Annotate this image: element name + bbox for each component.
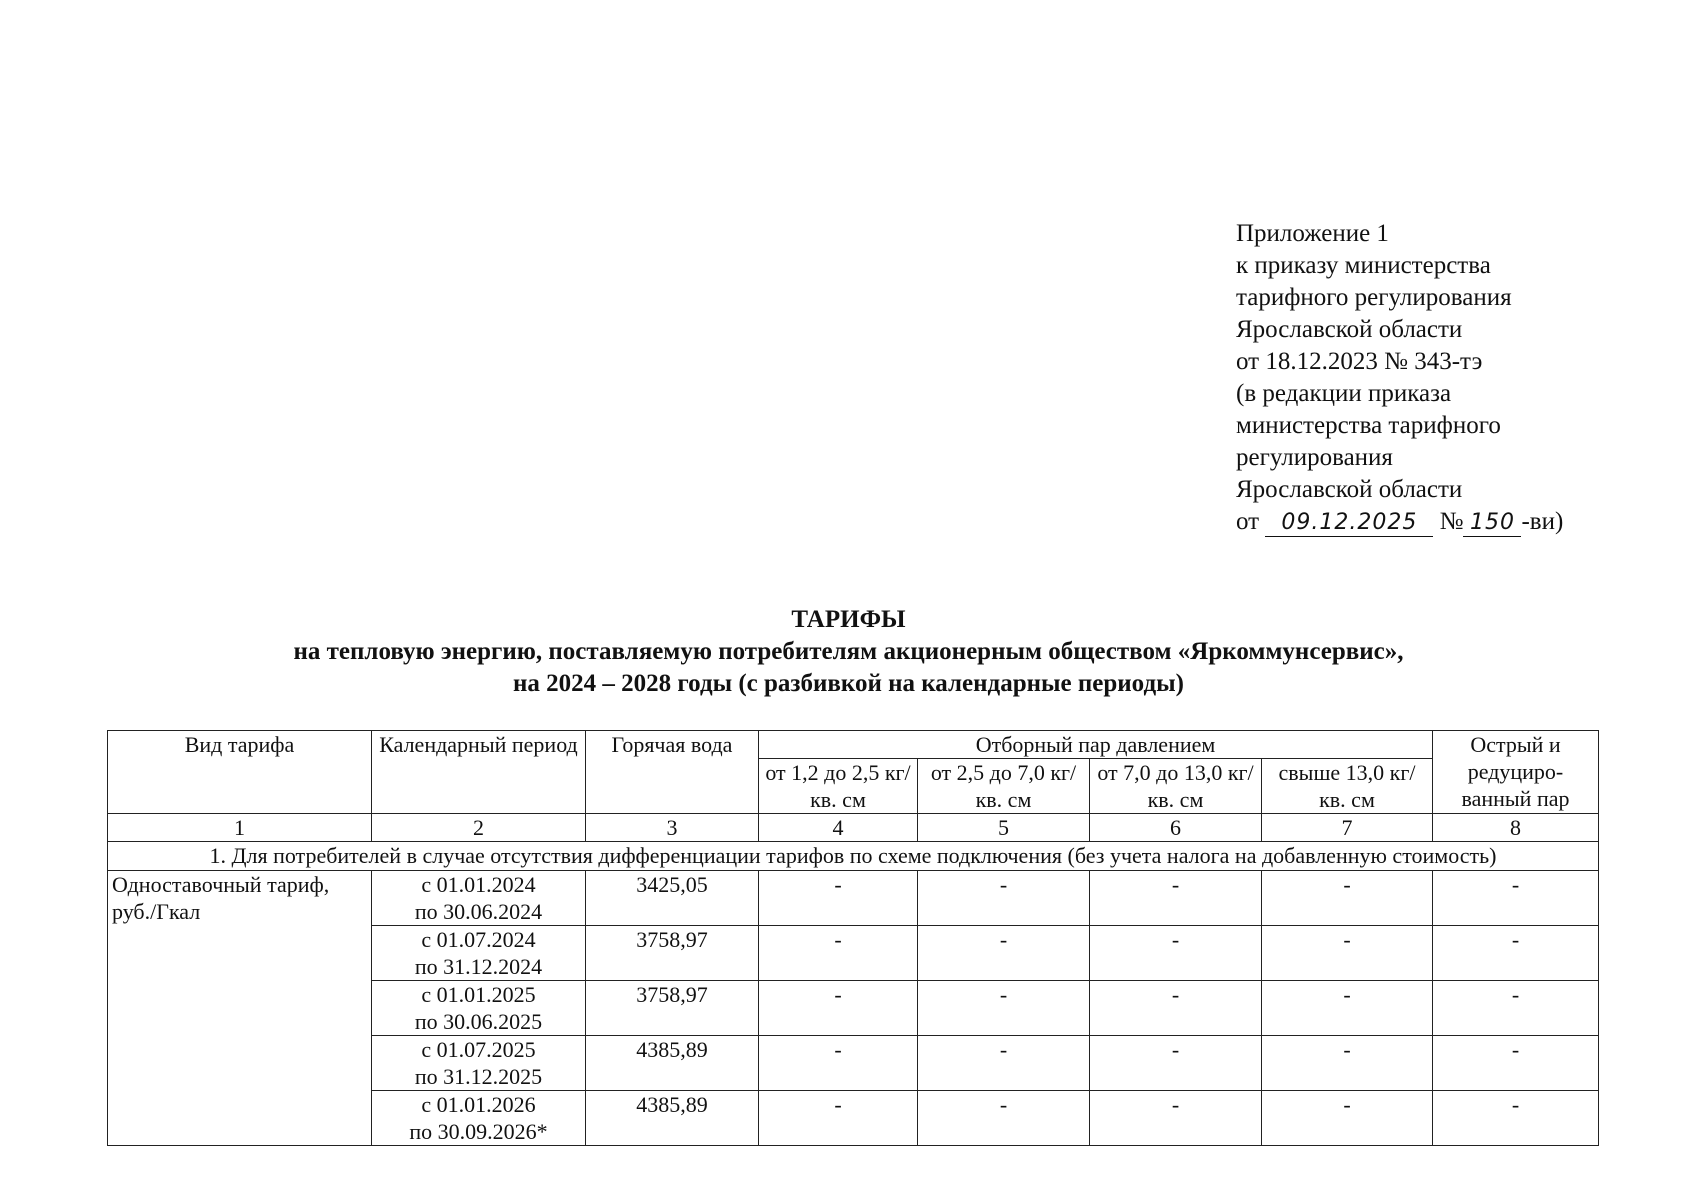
steam-2-cell: - (918, 981, 1090, 1036)
header-period: Календарный период (372, 731, 586, 814)
sharp-steam-cell: - (1433, 981, 1599, 1036)
appendix-suffix: -ви) (1521, 508, 1564, 535)
appendix-line: регулирования (1236, 444, 1393, 471)
tariffs-table (107, 730, 1599, 1146)
sharp-steam-cell: - (1433, 871, 1599, 926)
period-to: по 31.12.2025 (414, 1064, 543, 1089)
column-number: 2 (372, 814, 586, 842)
header-steam-4: свыше 13,0 кг/ кв. см (1262, 759, 1433, 814)
header-steam-1: от 1,2 до 2,5 кг/ кв. см (759, 759, 918, 814)
period-cell (372, 926, 586, 981)
table-row (108, 871, 1599, 926)
period-cell (372, 981, 586, 1036)
sharp-steam-cell: - (1433, 1036, 1599, 1091)
hot-water-cell: 4385,89 (586, 1091, 759, 1146)
column-number: 3 (586, 814, 759, 842)
hot-water-cell: 4385,89 (586, 1036, 759, 1091)
steam-4-cell: - (1262, 1036, 1433, 1091)
appendix-prefix: от (1236, 508, 1260, 535)
column-number: 7 (1262, 814, 1433, 842)
steam-1-cell: - (759, 1036, 918, 1091)
steam-1-cell: - (759, 871, 918, 926)
steam-4-cell: - (1262, 871, 1433, 926)
column-number: 6 (1090, 814, 1262, 842)
steam-1-cell: - (759, 926, 918, 981)
appendix-line: Ярославской области (1236, 316, 1463, 343)
hot-water-cell: 3425,05 (586, 871, 759, 926)
steam-3-cell: - (1090, 1091, 1262, 1146)
appendix-header (1236, 218, 1563, 538)
column-number: 8 (1433, 814, 1599, 842)
period-to: по 30.06.2025 (414, 1009, 543, 1034)
steam-2-cell: - (918, 1036, 1090, 1091)
steam-3-cell: - (1090, 1036, 1262, 1091)
period-cell (372, 1091, 586, 1146)
steam-2-cell: - (918, 871, 1090, 926)
column-number: 4 (759, 814, 918, 842)
period-to: по 31.12.2024 (414, 954, 543, 979)
column-numbers-row (108, 814, 1599, 842)
sharp-steam-cell: - (1433, 926, 1599, 981)
appendix-line: Приложение 1 (1236, 220, 1389, 247)
section-row (108, 842, 1599, 871)
tariff-type-cell: Одноставочный тариф, руб./Гкал (108, 871, 372, 1146)
appendix-line: (в редакции приказа (1236, 380, 1452, 407)
steam-4-cell: - (1262, 926, 1433, 981)
appendix-line: от 18.12.2023 № 343-тэ (1236, 348, 1483, 375)
period-from: с 01.07.2025 (421, 1037, 536, 1062)
section-title: 1. Для потребителей в случае отсутствия дифференциации тарифов по схеме подключения (без учета налога на добавленную стоимость) (108, 842, 1599, 871)
period-from: с 01.01.2024 (421, 872, 536, 897)
steam-3-cell: - (1090, 871, 1262, 926)
header-steam-2: от 2,5 до 7,0 кг/ кв. см (918, 759, 1090, 814)
number-sign: № (1439, 508, 1464, 535)
title-years: на 2024 – 2028 годы (с разбивкой на календарные периоды) (513, 670, 1184, 697)
period-from: с 01.01.2025 (421, 982, 536, 1007)
sharp-steam-cell: - (1433, 1091, 1599, 1146)
steam-4-cell: - (1262, 1091, 1433, 1146)
hot-water-cell: 3758,97 (586, 926, 759, 981)
steam-2-cell: - (918, 1091, 1090, 1146)
header-type: Вид тарифа (108, 731, 372, 814)
header-steam-group: Отборный пар давлением (759, 731, 1433, 759)
hot-water-cell: 3758,97 (586, 981, 759, 1036)
header-sharp-steam: Острый и редуциро-ванный пар (1433, 731, 1599, 814)
steam-3-cell: - (1090, 926, 1262, 981)
title-main: ТАРИФЫ (791, 606, 906, 633)
document-title (0, 604, 1697, 700)
period-to: по 30.09.2026* (409, 1119, 548, 1144)
period-cell (372, 871, 586, 926)
appendix-line: к приказу министерства (1236, 252, 1491, 279)
appendix-amendment-line (1236, 506, 1563, 538)
steam-1-cell: - (759, 1091, 918, 1146)
steam-1-cell: - (759, 981, 918, 1036)
header-hot-water: Горячая вода (586, 731, 759, 814)
handwritten-date: 09.12.2025 (1265, 510, 1433, 537)
column-number: 5 (918, 814, 1090, 842)
period-to: по 30.06.2024 (414, 899, 543, 924)
steam-4-cell: - (1262, 981, 1433, 1036)
header-steam-3: от 7,0 до 13,0 кг/ кв. см (1090, 759, 1262, 814)
title-subject: на тепловую энергию, поставляемую потребителям акционерным обществом «Яркоммунсервис», (293, 638, 1404, 665)
period-from: с 01.01.2026 (421, 1092, 536, 1117)
appendix-line: тарифного регулирования (1236, 284, 1512, 311)
column-number: 1 (108, 814, 372, 842)
period-from: с 01.07.2024 (421, 927, 536, 952)
steam-2-cell: - (918, 926, 1090, 981)
period-cell (372, 1036, 586, 1091)
steam-3-cell: - (1090, 981, 1262, 1036)
appendix-line: министерства тарифного (1236, 412, 1501, 439)
header-row (108, 731, 1599, 759)
handwritten-number: 150 (1463, 510, 1521, 537)
appendix-line: Ярославской области (1236, 476, 1463, 503)
